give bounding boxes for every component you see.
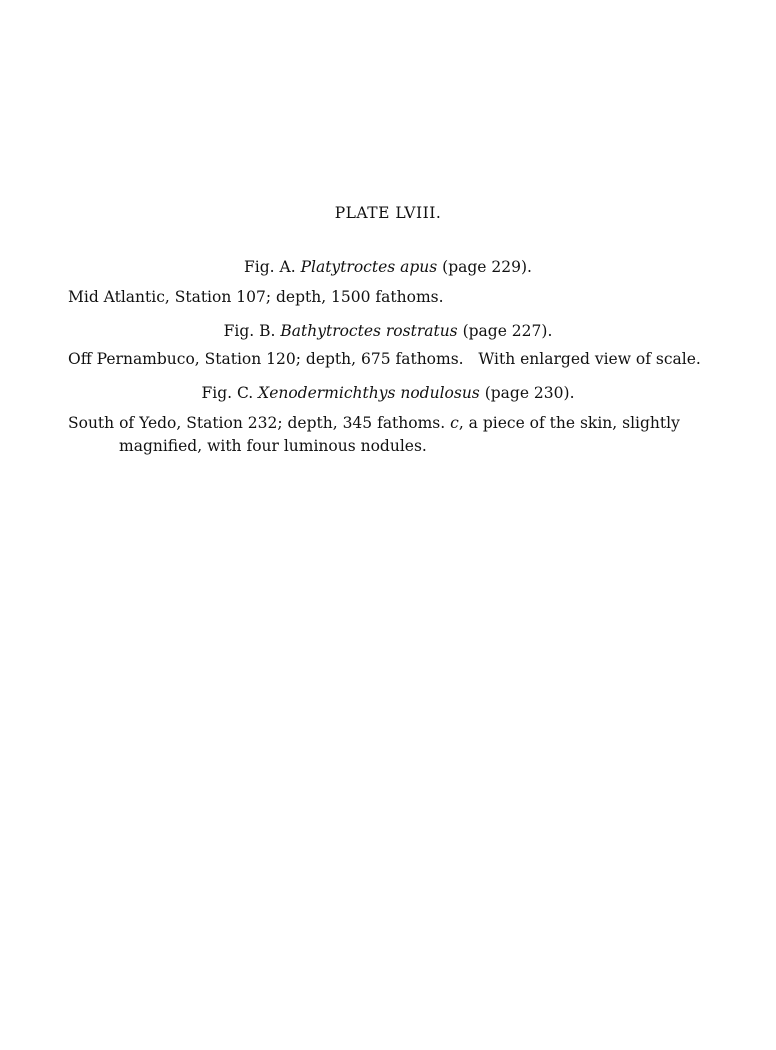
figure-c-label: Fig. C. <box>201 384 254 402</box>
figure-b-species: Bathytroctes rostratus <box>280 322 458 340</box>
figure-c-description-part2: , a piece of the skin, slightly <box>458 414 680 432</box>
figure-a-heading <box>0 258 776 276</box>
figure-c-description-line2: magnified, with four luminous nodules. <box>119 437 427 455</box>
figure-a-species: Platytroctes apus <box>300 258 438 276</box>
figure-c-heading <box>0 384 776 402</box>
figure-b-description: Off Pernambuco, Station 120; depth, 675 fathoms. With enlarged view of scale. <box>68 350 701 368</box>
figure-c-page-ref: (page 230). <box>484 384 575 402</box>
figure-b-heading <box>0 322 776 340</box>
figure-a-label: Fig. A. <box>244 258 296 276</box>
figure-c-species: Xenodermichthys nodulosus <box>258 384 480 402</box>
figure-a-page-ref: (page 229). <box>442 258 532 276</box>
figure-a-description: Mid Atlantic, Station 107; depth, 1500 fathoms. <box>68 288 444 306</box>
figure-c-description-part1: South of Yedo, Station 232; depth, 345 fathoms. <box>68 414 446 432</box>
figure-c-skin-letter: c <box>450 414 459 432</box>
figure-c-description <box>68 412 720 458</box>
plate-title: PLATE LVIII. <box>334 204 442 222</box>
figure-b-label: Fig. B. <box>223 322 276 340</box>
figure-b-page-ref: (page 227). <box>462 322 553 340</box>
